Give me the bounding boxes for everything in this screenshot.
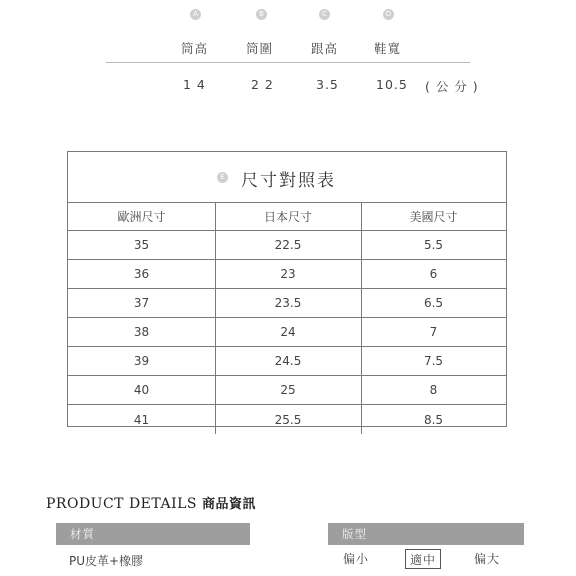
value-shaft-circumference: 2 2: [251, 77, 274, 92]
size-chart-column-header: 日本尺寸: [215, 202, 362, 230]
product-details-heading-en: PRODUCT DETAILS: [46, 496, 198, 512]
size-chart-row: [68, 405, 506, 434]
value-shaft-height: 1 4: [183, 77, 206, 92]
value-heel-height: 3.5: [316, 77, 339, 92]
material-value: PU皮革+橡膠: [69, 554, 144, 568]
size-chart-row: [68, 289, 506, 318]
unit-label: ( 公 分 ): [425, 79, 479, 94]
size-chart-column-header: 歐洲尺寸: [68, 202, 216, 230]
size-chart-cell: 35: [68, 231, 216, 259]
size-chart-cell: 7: [429, 325, 438, 339]
badge-e: E: [217, 172, 228, 183]
size-chart-cell: 37: [68, 289, 216, 317]
size-chart-cell: 25: [215, 376, 362, 404]
size-chart-header-row: [68, 202, 506, 231]
size-chart-title-row: [68, 152, 506, 203]
measurement-header: [0, 0, 576, 110]
size-chart-cell: 36: [68, 260, 216, 288]
product-details-heading-zh: 商品資訊: [201, 497, 256, 512]
badge-d: D: [383, 9, 394, 20]
size-chart-row: [68, 318, 506, 347]
size-chart-cell: 23.5: [215, 289, 362, 317]
size-chart-row: [68, 260, 506, 289]
size-chart-row: [68, 376, 506, 405]
size-chart: [67, 151, 507, 427]
size-chart-column-header: 美國尺寸: [409, 209, 458, 224]
size-chart-title: 尺寸對照表: [241, 171, 336, 191]
value-shoe-width: 10.5: [376, 77, 408, 92]
size-chart-cell: 24.5: [215, 347, 362, 375]
fit-option-small: 偏小: [343, 552, 370, 566]
material-label-bar: 材質: [56, 523, 250, 545]
label-heel-height: 跟高: [311, 41, 339, 56]
measurement-divider: [106, 62, 470, 63]
size-chart-cell: 23: [215, 260, 362, 288]
fit-label-bar: 版型: [328, 523, 524, 545]
size-chart-cell: 6.5: [423, 296, 444, 310]
size-chart-cell: 40: [68, 376, 216, 404]
badge-c: C: [319, 9, 330, 20]
size-chart-cell: 6: [429, 267, 438, 281]
label-shaft-height: 筒高: [181, 41, 209, 56]
size-chart-cell: 24: [215, 318, 362, 346]
size-chart-cell: 22.5: [215, 231, 362, 259]
size-chart-cell: 5.5: [423, 238, 444, 252]
size-chart-row: [68, 347, 506, 376]
fit-option-regular: 適中: [405, 549, 441, 569]
label-shaft-circumference: 筒圍: [246, 41, 274, 56]
size-chart-cell: 8.5: [423, 412, 444, 427]
badge-b: B: [256, 9, 267, 20]
badge-a: A: [190, 9, 201, 20]
product-details-heading: [46, 493, 256, 512]
label-shoe-width: 鞋寬: [374, 41, 402, 56]
size-chart-cell: 38: [68, 318, 216, 346]
size-chart-cell: 39: [68, 347, 216, 375]
size-chart-cell: 25.5: [215, 405, 362, 434]
size-chart-row: [68, 231, 506, 260]
size-chart-cell: 41: [68, 405, 216, 434]
size-chart-cell: 7.5: [423, 354, 444, 368]
size-chart-cell: 8: [429, 383, 438, 397]
fit-option-large: 偏大: [474, 552, 501, 566]
